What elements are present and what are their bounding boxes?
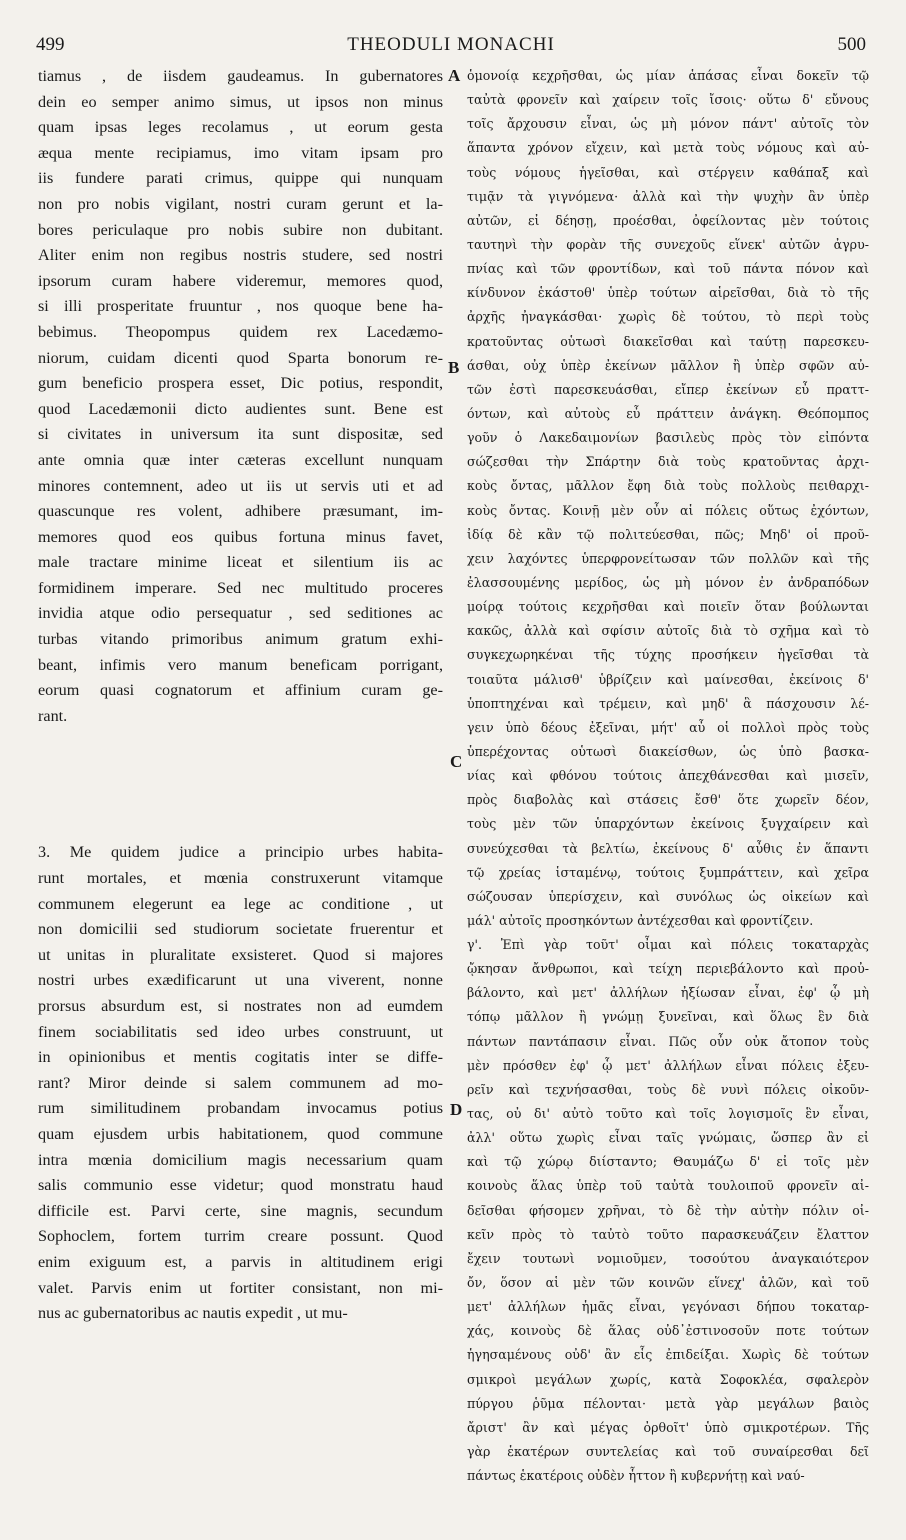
- text-line: minores contemnent, adeo ut iis ut servis uti et ad: [38, 476, 443, 495]
- text-line: quam ipsas leges recolamus , ut eorum gesta: [38, 118, 443, 137]
- text-line: ipsorum curam habere videremur, memores quod,: [38, 271, 443, 290]
- text-line: ἀρχῆς ἠναγκάσθαι· χωρὶς δὲ τούτου, τὸ περὶ τοὺς: [467, 309, 869, 325]
- text-line: quascunque res volent, adhibere præsumant, im-: [38, 502, 443, 521]
- text-line: rant? Miror deinde si salem communem ad mo-: [38, 1073, 443, 1092]
- text-line: non pro nobis vigilant, nostri curam gerunt et la-: [38, 194, 443, 213]
- text-line: κοὺς ὄντας. Κοινῇ μὲν οὖν αἱ πόλεις οὕτως ἐχόντων,: [467, 502, 869, 518]
- text-line: άσθαι, οὐχ ὑπὲρ ἐκείνων μᾶλλον ἢ ὑπὲρ σφῶν αὐ-: [467, 357, 869, 373]
- text-line: turbas vitando primoribus animum gratum exhi-: [38, 630, 443, 649]
- text-line: runt mortales, et mœnia construxerunt vitamque: [38, 869, 443, 888]
- text-line: τιμᾷν τὰ γιγνόμενα· ἀλλὰ καὶ τὴν ψυχὴν ἂν ὑπὲρ: [467, 188, 869, 204]
- text-line: ὄν, ὅσον αἱ μὲν τῶν κοινῶν εἵνεχ' ἁλῶν, καὶ τοῦ: [467, 1275, 869, 1291]
- text-line: dein eo semper animo simus, ut ipsos non minus: [38, 92, 443, 111]
- text-line: rum similitudinem probandam invocamus potius: [38, 1099, 443, 1118]
- text-line: σώζουσαν ὑπερίσχειν, καὶ συνόλως ὡς οἰκείων καὶ: [467, 888, 869, 904]
- text-line: eorum quasi cognatorum et affinium curam ge-: [38, 681, 443, 700]
- text-line: non domicilii sed studiorum societate fruerentur et: [38, 920, 443, 939]
- text-line: memores quod eos quibus fortuna minus favet,: [38, 527, 443, 546]
- text-line: ὑπερέχοντας οὑτωσὶ διακείσθων, ὡς ὑπὸ βασκα-: [467, 743, 869, 759]
- section-marker-d: D: [450, 1100, 463, 1119]
- text-line: si civitates in universum ita sunt dispositæ, sed: [38, 425, 443, 444]
- text-line: gum beneficio prospera esset, Dic potius, respondit,: [38, 374, 443, 393]
- text-line: τας, οὐ δι' αὐτὸ τοῦτο καὶ τοῖς λογισμοῖς ἓν εἶναι,: [467, 1106, 869, 1122]
- text-line: χάς, κοινοὺς δὲ ἅλας οὐδ᾽ἐστινοσοῦν ποτε τούτων: [467, 1323, 869, 1339]
- text-line: ἄριστ' ἂν καὶ μέγας ὀρθοῖτ' ὑπὸ σμικροτέρων. Τῆς: [467, 1419, 869, 1435]
- text-line: ἰδίᾳ δὲ κἂν τῷ πολιτεύεσθαι, πῶς; Μηδ' οἱ προῦ-: [467, 526, 869, 542]
- text-line: κοινοὺς ἅλας ὑπὲρ τοῦ ταὐτὰ τουλοιποῦ φρονεῖν αἰ-: [467, 1178, 869, 1194]
- latin-paragraph-2: [38, 840, 443, 1326]
- text-line: πάντων παντάπασιν εἶναι. Πῶς οὖν οὐκ ἄτοπον τοὺς: [467, 1033, 869, 1049]
- text-line: συνεύχεσθαι τὰ βελτίω, ἐκείνους δ' αὖθις ἐν ἅπαντι: [467, 840, 869, 856]
- text-line: si illi prosperitate fruuntur , nos quoque bene ha-: [38, 297, 443, 316]
- page-number-left: 499: [36, 34, 65, 55]
- text-line: 3. Me quidem judice a principio urbes habita-: [38, 843, 443, 862]
- section-marker-a: A: [448, 66, 461, 85]
- text-line: salis communio esse videtur; quod monstratu haud: [38, 1176, 443, 1195]
- text-line: τοὺς μὲν τῶν ὑπαρχόντων ἐκείνοις ξυγχαίρειν καὶ: [467, 816, 869, 832]
- text-line: ταὐτὰ φρονεῖν καὶ χαίρειν τοῖς ἴσοις· οὕτω δ' εὔνους: [467, 92, 869, 108]
- text-line: γοῦν ὁ Λακεδαιμονίων βασιλεὺς πρὸς τὸν εἰπόντα: [467, 430, 869, 446]
- text-line: enim exiguum est, a parvis in altitudinem erigi: [38, 1252, 443, 1271]
- text-line: μετ' ἀλλήλων ἡμᾶς εἶναι, γεγόνασι δήπου τοκαταρ-: [467, 1299, 869, 1315]
- text-line: tiamus , de iisdem gaudeamus. In gubernatores: [38, 67, 443, 85]
- text-line: ἡγησαμένους οὐδ' ἂν εἷς ἐπιδείξαι. Χωρὶς δὲ τούτων: [467, 1347, 869, 1363]
- text-line: ἀλλ' οὕτω χωρὶς εἶναι ταῖς γνώμαις, ὥσπερ ἂν εἰ: [467, 1130, 869, 1146]
- text-line: communem elegerunt ea lege ac conditione , ut: [38, 894, 443, 913]
- text-line: nus ac gubernatoribus ac nautis expedit , ut mu-: [38, 1304, 348, 1323]
- text-line: κίνδυνον ἑκάστοθ' ὑπὲρ τούτων αἱρεῖσθαι, διὰ τὸ τῆς: [467, 285, 869, 301]
- text-line: male tractare minime liceat et silentium iis ac: [38, 553, 443, 572]
- text-line: rant.: [38, 706, 68, 725]
- text-line: valet. Parvis enim ut fortiter consistant, non mi-: [38, 1278, 443, 1297]
- text-line: τῶν ἐστὶ παρεσκευάσθαι, εἴπερ ἐκείνων εὖ πραττ-: [467, 381, 869, 397]
- text-line: πνίας καὶ τῶν φροντίδων, καὶ τοῦ πάντα πόνον καὶ: [467, 261, 869, 277]
- text-line: τοῖς ἄρχουσιν εἶναι, ὡς μὴ μόνον πάντ' αὐτοῖς τὸν: [467, 116, 869, 132]
- text-line: κοὺς ὄντας, μᾶλλον ἔφη διὰ τοὺς πολλοὺς πειθαρχι-: [467, 478, 869, 494]
- text-line: μάλ' αὐτοῖς προσηκόντων ἀντέχεσθαι καὶ φροντίζειν.: [467, 912, 814, 928]
- text-line: τοὺς νόμους ἡγεῖσθαι, καὶ στέργειν καθάπαξ καὶ: [467, 164, 869, 180]
- text-line: formidinem imperare. Sed nec multitudo proceres: [38, 578, 443, 597]
- text-line: όντων, καὶ αὐτοὺς εὖ πράττειν ἀνάγκη. Θεόπομπος: [467, 405, 869, 421]
- page-number-right: 500: [837, 34, 866, 55]
- greek-column: [467, 64, 869, 1488]
- text-line: ᾤκησαν ἄνθρωποι, καὶ τείχη περιεβάλοντο καὶ προὐ-: [467, 961, 869, 977]
- text-line: Aliter enim non regibus nostris studere, sed nostri: [38, 246, 443, 265]
- text-line: χειν λαχόντες ὑπερφρονείτωσαν τῶν πολλῶν καὶ τῆς: [467, 550, 869, 566]
- text-line: ὑποπτηχέναι καὶ τρέμειν, καὶ μηδ' ἃ πάσχουσιν λέ-: [467, 695, 869, 711]
- section-marker-b: B: [448, 358, 460, 377]
- text-line: difficile est. Parvi certe, sine magnis, secundum: [38, 1201, 443, 1220]
- text-line: intra mœnia domicilium magis necessarium quam: [38, 1150, 443, 1169]
- running-title: THEODULI MONACHI: [347, 34, 555, 55]
- page-header: [36, 34, 866, 60]
- text-line: νίας καὶ φθόνου τούτοις ἀπεχθάνεσθαι καὶ μισεῖν,: [467, 768, 869, 784]
- text-line: nostri urbes exædificarunt ut una viverent, nonne: [38, 971, 443, 990]
- text-line: in opinionibus et mentis cogitatis inter se diffe-: [38, 1048, 443, 1067]
- text-line: πρὸς διαβολὰς καὶ στάσεις ἔσθ' ὅτε χωρεῖν δέον,: [467, 792, 869, 808]
- paragraph-gap: [38, 729, 443, 840]
- latin-column: [38, 64, 443, 1327]
- text-line: γειν ὑπὸ δέους ἐξεῖναι, μήτ' αὖ οἱ πολλοὶ πρὸς τοὺς: [467, 719, 869, 735]
- text-line: καὶ τῷ χώρῳ διίσταντο; Θαυμάζω δ' εἰ τοῖς μὲν: [467, 1154, 869, 1170]
- text-line: ante omnia quæ inter cæteras excellunt nunquam: [38, 450, 443, 469]
- text-line: quam ejusdem urbis habitationem, quod commune: [38, 1124, 443, 1143]
- text-line: βάλοντο, καὶ μετ' ἀλλήλων ἠξίωσαν εἶναι, ἐφ' ᾧ μὴ: [467, 985, 869, 1001]
- text-line: quod Lacedæmonii dicto audientes sunt. Bene est: [38, 399, 443, 418]
- text-line: τοιαῦτα μάλισθ' ὑβρίζειν καὶ μαίνεσθαι, ἐκείνοις δ': [467, 671, 869, 687]
- text-line: κρατοῦντας οὑτωσὶ διακεῖσθαι καὶ ταύτῃ παρεσκευ-: [467, 333, 869, 349]
- text-line: ut unitas in pluralitate exsisteret. Quod si majores: [38, 945, 443, 964]
- text-line: συγκεχωρηκέναι τῆς τύχης προσήκειν ἡγεῖσθαι τὰ: [467, 647, 869, 663]
- text-line: κεῖν πρὸς τὸ ταὐτὸ τοῦτο παρασκευάζειν ἔλαττον: [467, 1226, 869, 1242]
- section-marker-c: C: [450, 752, 463, 771]
- text-line: niorum, cuidam dicenti quod Sparta bonorum re-: [38, 348, 443, 367]
- text-line: ταυτηνὶ τὴν φορὰν τῆς συνεχοῦς εἵνεκ' αὐτῶν ἀγρυ-: [467, 236, 869, 252]
- text-line: ἔχειν τουτωνὶ νομιοῦμεν, τοσούτου ἀναγκαιότερον: [467, 1250, 869, 1266]
- text-line: beant, infimis vero manum beneficam porrigant,: [38, 655, 443, 674]
- text-line: ρεῖν καὶ τεχνήσασθαι, τοὺς δὲ νυνὶ πόλεις οἰκοῦν-: [467, 1081, 869, 1097]
- text-line: σώζεσθαι τὴν Σπάρτην διὰ τοὺς κρατοῦντας ἀρχι-: [467, 454, 869, 470]
- text-line: κακῶς, ἀλλὰ καὶ σφίσιν αὐτοῖς διὰ τὸ σχῆμα καὶ τὸ: [467, 623, 869, 639]
- text-line: τῷ χρείας ἱσταμένῳ, τούτοις ξυμπράττειν, καὶ χεῖρα: [467, 864, 869, 880]
- text-line: ἅπαντα χρόνον εἴχειν, καὶ μετὰ τοὺς νόμους καὶ αὐ-: [467, 140, 869, 156]
- text-line: finem sociabilitatis sed ideo urbes construunt, ut: [38, 1022, 443, 1041]
- text-line: prorsus absurdum est, si nostrates non ad eumdem: [38, 997, 443, 1015]
- text-line: μοίρᾳ τούτοις κεχρῆσθαι καὶ ποιεῖν ὅταν βούλωνται: [467, 599, 869, 615]
- text-line: τόπῳ μᾶλλον ἢ γνώμῃ ξυνεῖναι, καὶ ὅλως ἓν διὰ: [467, 1009, 869, 1025]
- text-line: σμικροὶ μεγάλων χωρίς, κατὰ Σοφοκλέα, σφαλερὸν: [467, 1371, 869, 1387]
- text-line: æqua mente recipiamus, imo vitam ipsam pro: [38, 143, 443, 162]
- text-line: αὐτῶν, εἰ δέησῃ, προέσθαι, ὀφείλοντας μὲν τούτοις: [467, 212, 869, 228]
- text-line: iis fundere parati crimus, quippe qui nunquam: [38, 169, 443, 188]
- text-line: bores periculaque pro nobis subire non dubitant.: [38, 220, 443, 239]
- text-line: bebimus. Theopompus quidem rex Lacedæmo-: [38, 322, 443, 341]
- text-line: ὁμονοίᾳ κεχρῆσθαι, ὡς μίαν ἁπάσας εἶναι δοκεῖν τῷ: [467, 68, 869, 83]
- text-line: πάντως ἑκατέροις οὐδὲν ἧττον ἢ κυβερνήτῃ καὶ ναύ-: [467, 1468, 805, 1484]
- text-line: γὰρ ἑκατέρων συντελείας καὶ τοῦ συναίρεσθαι δεῖ: [467, 1444, 869, 1460]
- latin-paragraph-1: [38, 64, 443, 729]
- text-line: μὲν πρόσθεν ἐφ' ᾧ μετ' ἀλλήλων εἶναι πόλεις ἐξευ-: [467, 1057, 869, 1073]
- text-line: γ'. Ἐπὶ γὰρ τοῦτ' οἶμαι καὶ πόλεις τοκαταρχὰς: [467, 937, 869, 953]
- text-line: Sophoclem, fortem turrim creare possunt. Quod: [38, 1227, 443, 1246]
- text-line: invidia atque odio persequatur , sed seditiones ac: [38, 604, 443, 623]
- text-line: ἐλασσουμένης μερίδος, ὡς μὴ μόνον ἐν ἀνδραπόδων: [467, 574, 869, 590]
- text-line: δεῖσθαι φήσομεν χρῆναι, τὸ δὲ τὴν αὐτὴν πόλιν οἰ-: [467, 1202, 869, 1218]
- text-line: πύργου ῥῦμα πέλονται· μετὰ γὰρ μεγάλων βαιὸς: [467, 1395, 869, 1411]
